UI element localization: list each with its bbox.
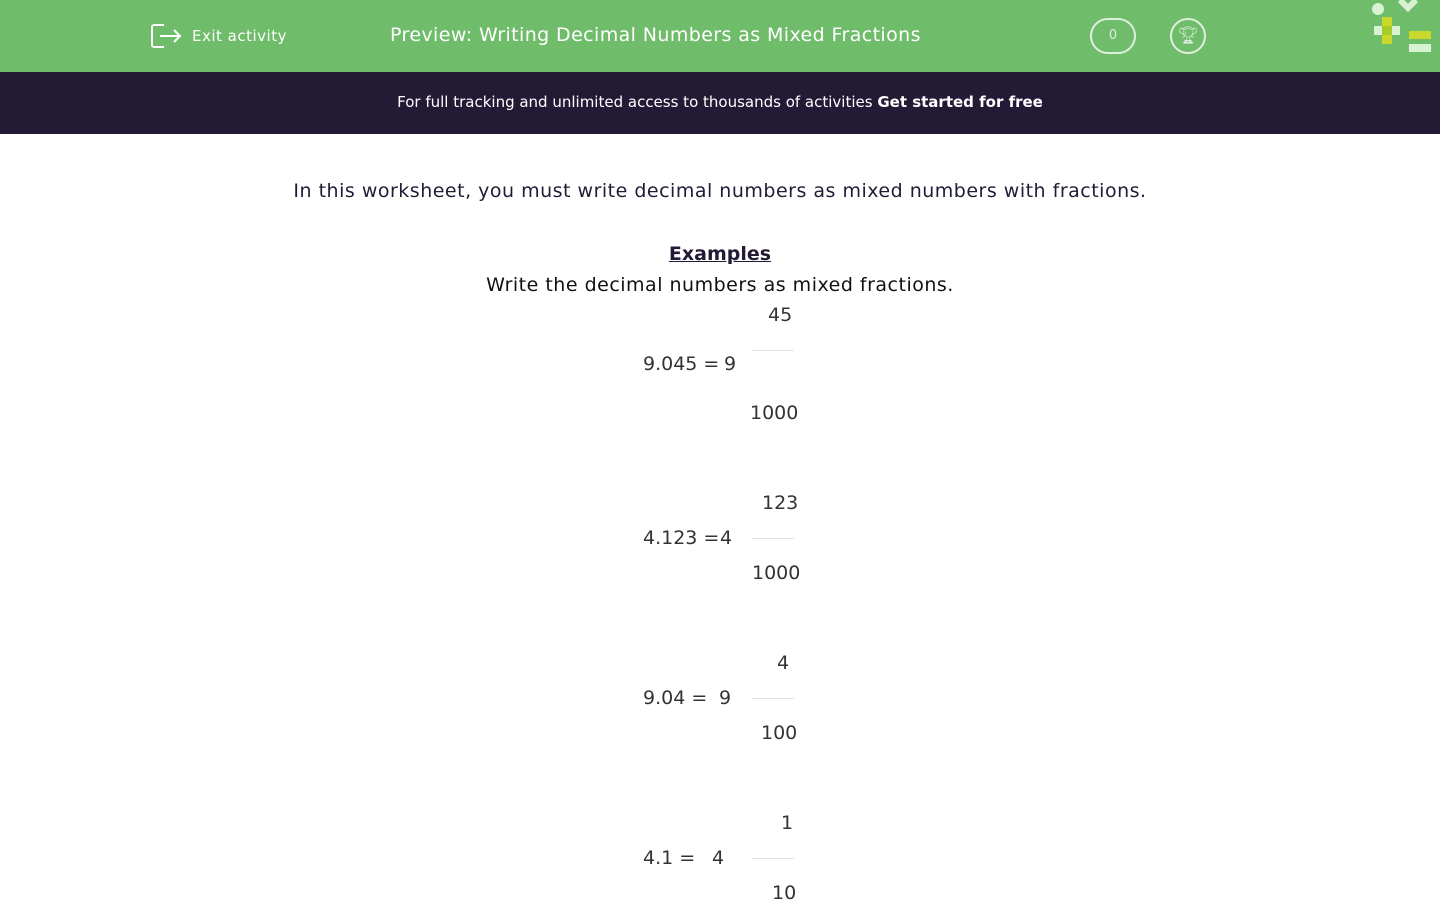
decimal: 9.04 = (643, 687, 708, 709)
denominator: 1000 (752, 562, 801, 584)
trophy-icon: 🏆︎ (1177, 26, 1199, 46)
exit-label: Exit activity (192, 27, 287, 45)
denominator: 100 (761, 722, 798, 744)
decimal: 9.045 = (643, 353, 720, 375)
top-bar (0, 0, 1440, 72)
exit-activity-button[interactable] (150, 22, 287, 50)
numerator: 4 (777, 652, 790, 674)
examples-subheading: Write the decimal numbers as mixed fractions. (486, 274, 954, 296)
whole: 4 (720, 527, 733, 549)
banner-text: For full tracking and unlimited access to thousands of activities (397, 93, 878, 111)
get-started-link[interactable]: Get started for free (877, 93, 1043, 111)
logo-icon (1368, 0, 1440, 56)
denominator: 1000 (750, 402, 799, 424)
numerator: 1 (781, 812, 794, 834)
numerator: 123 (762, 492, 799, 514)
whole: 9 (724, 353, 737, 375)
trophy-button[interactable] (1170, 18, 1206, 54)
denominator: 10 (772, 882, 797, 904)
fraction-bar (752, 350, 794, 351)
fraction-bar (752, 858, 794, 859)
whole: 4 (712, 847, 725, 869)
signup-banner (0, 72, 1440, 134)
score-badge: 0 (1090, 18, 1136, 54)
fraction-bar (752, 538, 794, 539)
page-title: Preview: Writing Decimal Numbers as Mixed Fractions (390, 24, 921, 46)
intro-text: In this worksheet, you must write decimal numbers as mixed numbers with fractions. (293, 180, 1147, 202)
examples-heading: Examples (668, 243, 772, 265)
exit-icon (150, 22, 182, 50)
numerator: 45 (768, 304, 793, 326)
decimal: 4.1 = (643, 847, 696, 869)
fraction-bar (752, 698, 794, 699)
whole: 9 (719, 687, 732, 709)
decimal: 4.123 = (643, 527, 720, 549)
